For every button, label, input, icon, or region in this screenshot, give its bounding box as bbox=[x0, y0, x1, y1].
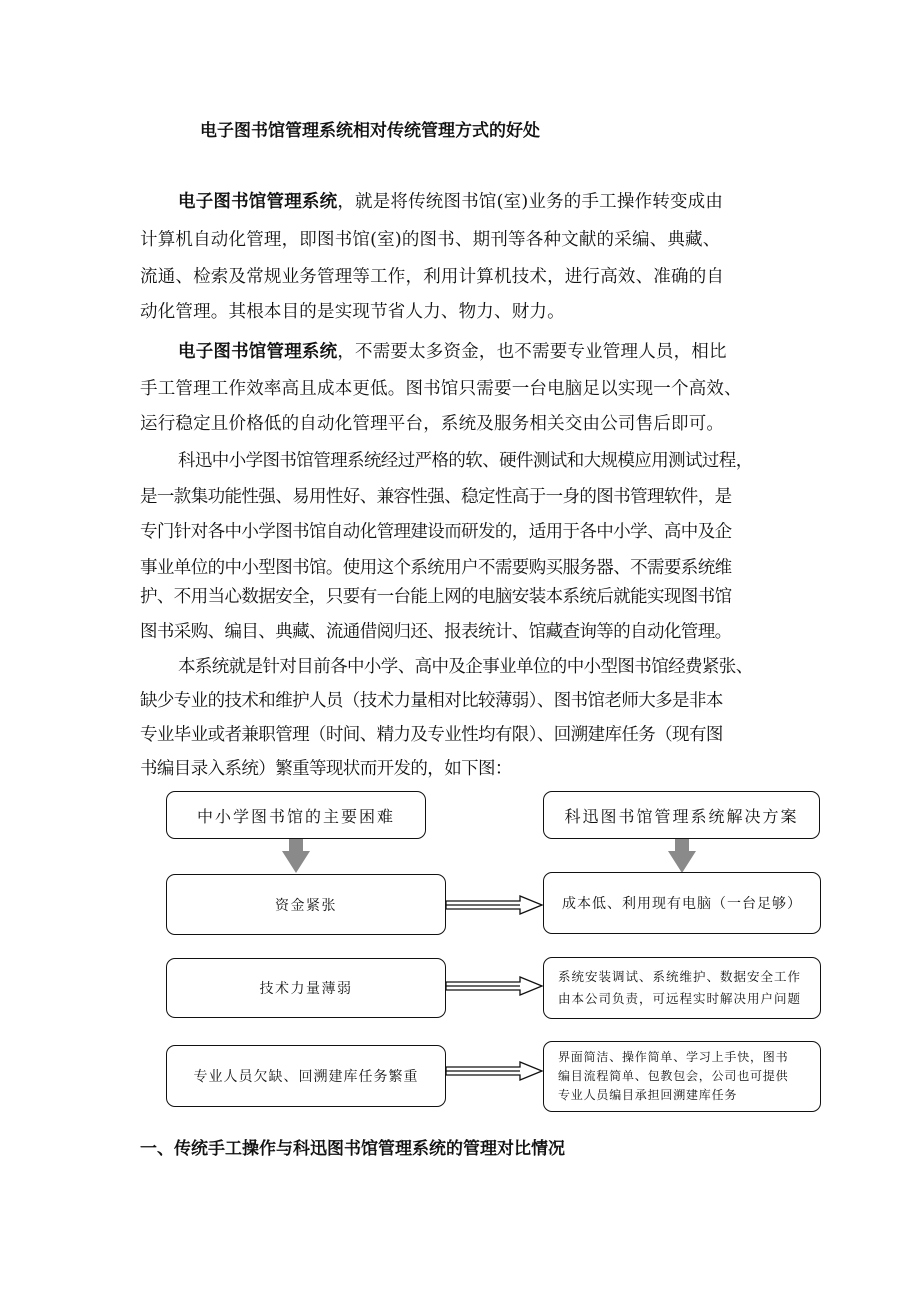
problem-box-staff: 专业人员欠缺、回溯建库任务繁重 bbox=[166, 1045, 446, 1107]
paragraph-3-line-4: 事业单位的中小型图书馆。使用这个系统用户不需要购买服务器、不需要系统维 bbox=[140, 558, 732, 578]
solution-text-line: 编目流程简单、包教包会，公司也可提供 bbox=[558, 1069, 789, 1083]
paragraph-1-line-1: 电子图书馆管理系统，就是将传统图书馆(室)业务的手工操作转变成由 bbox=[178, 192, 724, 212]
solution-box-low-cost: 成本低、利用现有电脑（一台足够） bbox=[543, 872, 821, 934]
term-highlight: 电子图书馆管理系统 bbox=[178, 192, 338, 212]
solution-text-line: 由本公司负责，可远程实时解决用户问题 bbox=[558, 991, 802, 1006]
solution-box-support bbox=[543, 957, 821, 1019]
paragraph-3-line-2: 是一款集功能性强、易用性好、兼容性强、稳定性高于一身的图书管理软件，是 bbox=[140, 487, 732, 507]
paragraph-4-line-2: 缺少专业的技术和维护人员（技术力量相对比较薄弱）、图书馆老师大多是非本 bbox=[140, 691, 723, 711]
right-arrow-icon bbox=[446, 896, 542, 914]
paragraph-1-line-2: 计算机自动化管理，即图书馆(室)的图书、期刊等各种文献的采编、典藏、 bbox=[140, 230, 721, 250]
right-header-box: 科迅图书馆管理系统解决方案 bbox=[543, 791, 820, 839]
paragraph-3-line-5: 护、不用当心数据安全，只要有一台能上网的电脑安装本系统后就能实现图书馆 bbox=[140, 587, 732, 607]
left-header-box: 中小学图书馆的主要困难 bbox=[166, 791, 426, 839]
problem-box-funding: 资金紧张 bbox=[166, 874, 446, 935]
paragraph-2-line-2: 手工管理工作效率高且成本更低。图书馆只需要一台电脑足以实现一个高效、 bbox=[140, 379, 742, 399]
problem-box-technical: 技术力量薄弱 bbox=[166, 958, 446, 1018]
term-highlight: 电子图书馆管理系统 bbox=[178, 342, 338, 362]
solution-text-line: 系统安装调试、系统维护、数据安全工作 bbox=[558, 969, 802, 984]
paragraph-3-line-3: 专门针对各中小学图书馆自动化管理建设而研发的，适用于各中小学、高中及企 bbox=[140, 522, 732, 542]
paragraph-4-line-1: 本系统就是针对目前各中小学、高中及企事业单位的中小型图书馆经费紧张、 bbox=[178, 657, 753, 677]
right-arrow-icon bbox=[446, 1062, 542, 1080]
paragraph-3-line-1: 科迅中小学图书馆管理系统经过严格的软、硬件测试和大规模应用测试过程， bbox=[178, 451, 753, 471]
paragraph-4-line-4: 书编目录入系统）繁重等现状而开发的，如下图： bbox=[140, 759, 512, 779]
document-title: 电子图书馆管理系统相对传统管理方式的好处 bbox=[200, 121, 540, 141]
solution-box-ease-of-use bbox=[543, 1041, 821, 1112]
solution-text-line: 专业人员编目承担回溯建库任务 bbox=[558, 1088, 738, 1102]
paragraph-3-line-6: 图书采购、编目、典藏、流通借阅归还、报表统计、馆藏查询等的自动化管理。 bbox=[140, 622, 732, 642]
paragraph-4-line-3: 专业毕业或者兼职管理（时间、精力及专业性均有限）、回溯建库任务（现有图 bbox=[140, 725, 723, 745]
paragraph-2-line-3: 运行稳定且价格低的自动化管理平台，系统及服务相关交由公司售后即可。 bbox=[140, 414, 725, 434]
section-heading: 一、传统手工操作与科迅图书馆管理系统的管理对比情况 bbox=[140, 1139, 565, 1159]
down-arrow-icon bbox=[282, 839, 310, 873]
paragraph-1-line-4: 动化管理。其根本目的是实现节省人力、物力、财力。 bbox=[140, 302, 565, 322]
down-arrow-icon bbox=[668, 839, 696, 873]
paragraph-1-line-3: 流通、检索及常规业务管理等工作，利用计算机技术，进行高效、准确的自 bbox=[140, 267, 725, 287]
solution-text-line: 界面简洁、操作简单、学习上手快，图书 bbox=[558, 1050, 789, 1064]
paragraph-2-line-1: 电子图书馆管理系统，不需要太多资金，也不需要专业管理人员，相比 bbox=[178, 342, 727, 362]
right-arrow-icon bbox=[446, 977, 542, 995]
